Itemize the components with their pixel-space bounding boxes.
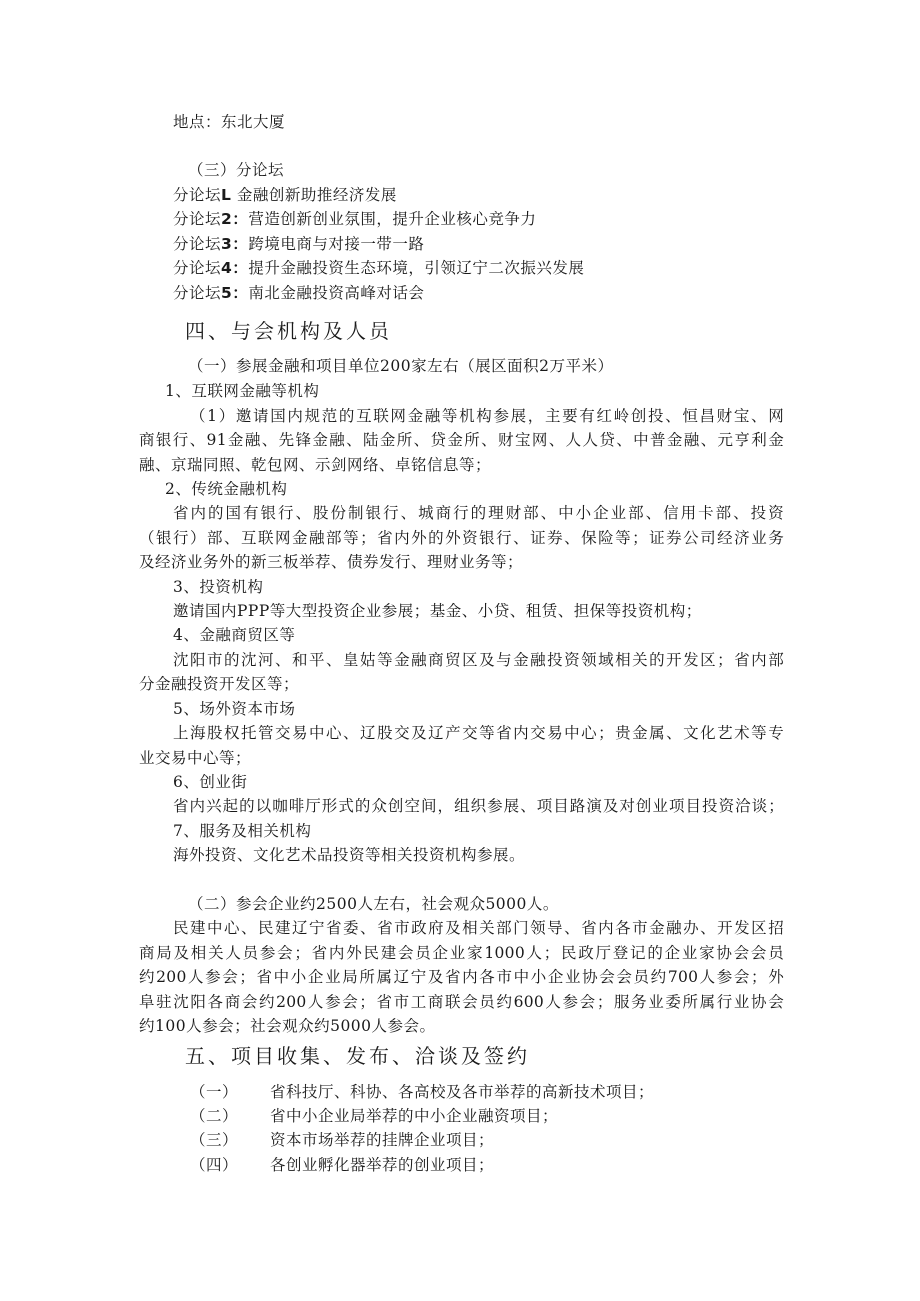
project-item-number: （四） [190, 1156, 239, 1174]
sub-forum-item-4 [173, 258, 584, 278]
project-item-4 [190, 1155, 494, 1175]
project-item-text: 省中小企业局举荐的中小企业融资项目； [270, 1107, 559, 1125]
group-5-line-2: 业交易中心等； [139, 749, 252, 767]
sub-forum-prefix: 分论坛 [173, 284, 222, 302]
group-1-line-2: 商银行、91金融、先锋金融、陆金所、贷金所、财宝网、人人贷、中普金融、元亨利金 [139, 431, 784, 449]
sub-forum-number: 4： [221, 259, 249, 277]
part-1-heading: （一）参展金融和项目单位200家左右（展区面积2万平米） [188, 357, 614, 375]
sub-forum-item-1 [173, 185, 397, 205]
sub-forums-heading: （三）分论坛 [188, 161, 285, 179]
sub-forum-prefix: 分论坛 [173, 259, 222, 277]
sub-forum-text: 南北金融投资高峰对话会 [248, 284, 425, 302]
sub-forum-item-2 [173, 209, 536, 229]
venue-line: 地点：东北大厦 [173, 113, 286, 131]
group-5-title: 5、场外资本市场 [173, 700, 296, 718]
sub-forum-number: 3： [221, 235, 249, 253]
part-2-line-3: 约200人参会；省中小企业局所属辽宁及省内各市中小企业协会会员约700人参会；外 [139, 968, 784, 986]
group-7-line-1: 海外投资、文化艺术品投资等相关投资机构参展。 [173, 846, 526, 864]
project-item-number: （二） [190, 1107, 239, 1125]
sub-forum-number: 2： [221, 210, 249, 228]
group-6-title: 6、创业街 [173, 773, 248, 791]
project-item-3 [190, 1130, 494, 1150]
project-item-number: （一） [190, 1083, 239, 1101]
part-2-line-1: 民建中心、民建辽宁省委、省市政府及相关部门领导、省内各市金融办、开发区招 [173, 919, 784, 937]
group-3-title: 3、投资机构 [173, 578, 264, 596]
project-item-2 [190, 1106, 558, 1126]
part-2-line-5: 约100人参会；社会观众约5000人参会。 [139, 1017, 436, 1035]
sub-forum-text: 跨境电商与对接一带一路 [248, 235, 425, 253]
section-5-title: 五、项目收集、发布、洽谈及签约 [185, 1044, 530, 1068]
project-item-text: 各创业孵化器举荐的创业项目； [270, 1156, 495, 1174]
group-5-line-1: 上海股权托管交易中心、辽股交及辽产交等省内交易中心；贵金属、文化艺术等专 [173, 724, 784, 742]
project-item-1 [190, 1082, 654, 1102]
part-2-line-2: 商局及相关人员参会；省内外民建会员企业家1000人；民政厅登记的企业家协会会员 [139, 944, 784, 962]
group-1-line-3: 融、京瑞同照、乾包网、示剑网络、卓铭信息等； [139, 456, 492, 474]
group-2-title: 2、传统金融机构 [165, 480, 288, 498]
sub-forum-number: 5： [221, 284, 249, 302]
sub-forum-prefix: 分论坛 [173, 186, 222, 204]
group-4-line-2: 分金融投资开发区等； [139, 675, 300, 693]
group-6-line-1: 省内兴起的以咖啡厅形式的众创空间，组织参展、项目路演及对创业项目投资洽谈； [173, 797, 784, 815]
sub-forum-item-3 [173, 234, 424, 254]
sub-forum-text: 提升金融投资生态环境，引领辽宁二次振兴发展 [248, 259, 585, 277]
sub-forum-text: 营造创新创业氛围，提升企业核心竞争力 [248, 210, 537, 228]
group-4-title: 4、金融商贸区等 [173, 626, 296, 644]
group-2-line-3: 及经济业务外的新三板举荐、债券发行、理财业务等； [139, 553, 524, 571]
sub-forum-item-5 [173, 283, 424, 303]
part-2-line-4: 阜驻沈阳各商会约200人参会；省市工商联会员约600人参会；服务业委所属行业协会 [139, 993, 784, 1011]
project-item-text: 省科技厅、科协、各高校及各市举荐的高新技术项目； [270, 1083, 655, 1101]
part-2-heading: （二）参会企业约2500人左右，社会观众5000人。 [188, 895, 559, 913]
group-2-line-1: 省内的国有银行、股份制银行、城商行的理财部、中小企业部、信用卡部、投资 [173, 504, 784, 522]
group-4-line-1: 沈阳市的沈河、和平、皇姑等金融商贸区及与金融投资领域相关的开发区；省内部 [173, 651, 784, 669]
section-4-title: 四、与会机构及人员 [185, 319, 392, 343]
group-1-line-1: （1）邀请国内规范的互联网金融等机构参展，主要有红岭创投、恒昌财宝、网 [190, 407, 784, 425]
project-item-number: （三） [190, 1131, 239, 1149]
sub-forum-prefix: 分论坛 [173, 235, 222, 253]
group-2-line-2: （银行）部、互联网金融部等；省内外的外资银行、证券、保险等；证券公司经济业务 [139, 529, 784, 547]
sub-forum-text: 金融创新助推经济发展 [236, 186, 397, 204]
project-item-text: 资本市场举荐的挂牌企业项目； [270, 1131, 495, 1149]
sub-forum-prefix: 分论坛 [173, 210, 222, 228]
group-7-title: 7、服务及相关机构 [173, 822, 312, 840]
sub-forum-number: L [221, 186, 232, 204]
group-3-line-1: 邀请国内PPP等大型投资企业参展；基金、小贷、租赁、担保等投资机构； [173, 602, 702, 620]
group-1-title: 1、互联网金融等机构 [165, 382, 320, 400]
